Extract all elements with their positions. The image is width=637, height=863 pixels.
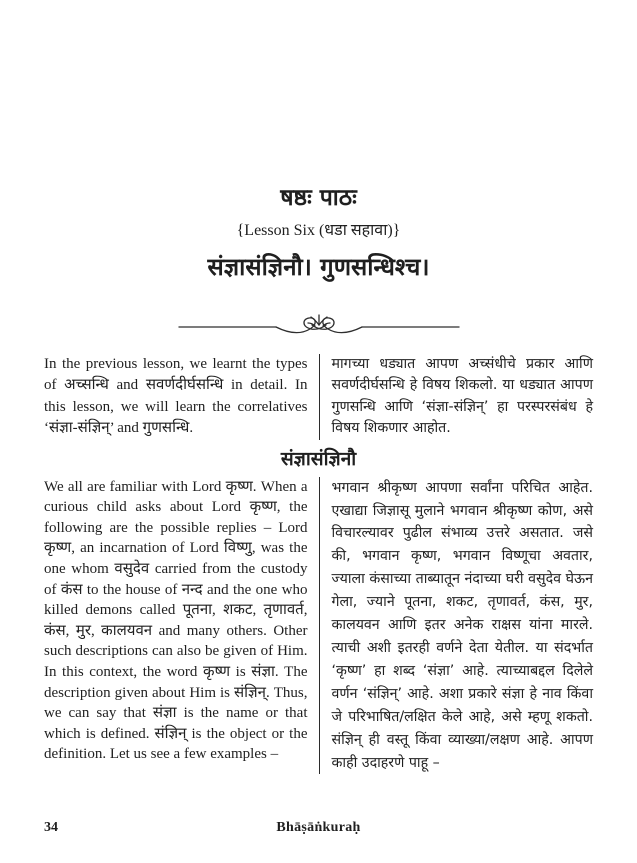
intro-row	[44, 354, 593, 440]
lesson-title: षष्ठः पाठः	[280, 185, 357, 211]
page-footer	[0, 820, 637, 840]
section-marathi-paragraph: भगवान श्रीकृष्ण आपणा सर्वांना परिचित आहेत. एखाद्या जिज्ञासू मुलाने भगवान श्रीकृष्ण कोण, असे विचारल्यावर पुढील संभाव्य उत्तरे असतात. जसे की, भगवान कृष्ण, भगवान विष्णूचा अवतार, ज्याला कंसाच्या ताब्यातून नंदाच्या घरी वसुदेव घेऊन गेला, ज्याने पूतना, शकट, तृणावर्त, कंस, मुर, कालयवन आणि इतर अनेक राक्षस यांना मारले. त्याची अशी इतरही वर्णने देता येतील. या संदर्भात ‘कृष्ण’ हा शब्द ‘संज्ञा’ आहे. त्याच्याबद्दल दिलेले वर्णन ‘संज्ञिन्’ आहे. अशा प्रकारे संज्ञा हे नाव किंवा जे परिभाषित/लक्षित केले आहे, असे म्हणू शकतो. संज्ञिन् ही वस्तू किंवा व्याख्या/लक्षण आहे. आपण काही उदाहरणे पाहू –	[319, 477, 594, 775]
book-title: Bhāṣāṅkuraḥ	[276, 820, 361, 835]
section-heading: संज्ञासंज्ञिनौ	[280, 447, 357, 470]
page-number: 34	[44, 820, 58, 835]
lesson-header	[44, 184, 593, 282]
lesson-subtitle: {Lesson Six (धडा सहावा)}	[236, 222, 401, 239]
intro-marathi-paragraph: मागच्या धड्यात आपण अच्संधीचे प्रकार आणि सवर्णदीर्घसन्धि हे विषय शिकलो. या धड्यात आपण गुणसन्धि आणि ‘संज्ञा-संज्ञिन्’ हा परस्परसंबंध हे विषय शिकणार आहोत.	[319, 354, 594, 440]
lesson-topic-title: संज्ञासंज्ञिनौ। गुणसन्धिश्च।	[207, 253, 430, 281]
section-body-row	[44, 477, 593, 775]
section-english-paragraph: We all are familiar with Lord कृष्ण. When a curious child asks about Lord कृष्ण, the following are the possible replies – Lord कृष्ण, an incarnation of Lord विष्णु, was the one whom वसुदेव carried from the custody of कंस to the house of नन्द and the one who killed demons called पूतना, शकट, तृणावर्त, कंस, मुर, कालयवन and many others. Other such descriptions can also be given of Him. In this context, the word कृष्ण is संज्ञा. The description given about Him is संज्ञिन्. Thus, we can say that संज्ञा is the name or that which is defined. संज्ञिन् is the object or the definition. Let us see a few examples –	[44, 478, 308, 763]
floral-flourish-icon	[176, 312, 462, 340]
section-divider	[44, 312, 593, 340]
intro-english-paragraph: In the previous lesson, we learnt the types of अच्सन्धि and सवर्णदीर्घसन्धि in detail. In this lesson, we will learn the correlatives ‘संज्ञा-संज्ञिन्’ and गुणसन्धि.	[44, 356, 308, 437]
